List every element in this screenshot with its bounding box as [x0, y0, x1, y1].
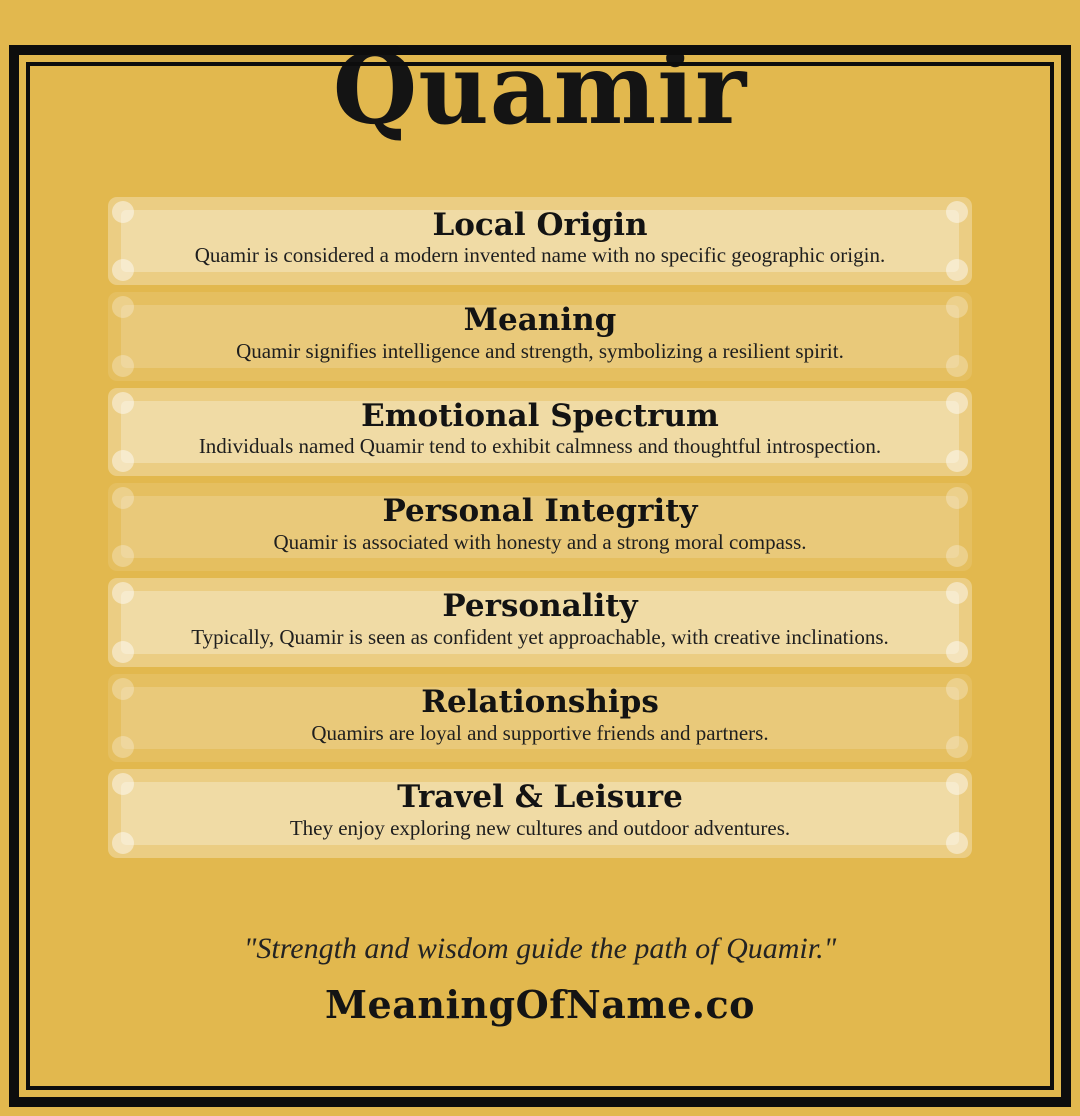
section-body: Quamir signifies intelligence and strength, symbolizing a resilient spirit.: [236, 338, 844, 363]
section-body: Quamirs are loyal and supportive friends and partners.: [311, 720, 769, 745]
tagline-quote: "Strength and wisdom guide the path of Quamir.": [243, 931, 837, 965]
section-emotional-spectrum: [108, 388, 972, 476]
section-body: Individuals named Quamir tend to exhibit calmness and thoughtful introspection.: [198, 434, 882, 459]
section-body: Quamir is associated with honesty and a strong moral compass.: [273, 529, 807, 554]
section-travel-leisure: [108, 769, 972, 857]
section-relationships: [108, 674, 972, 762]
section-heading: Local Origin: [432, 206, 648, 243]
section-meaning: [108, 292, 972, 380]
brand-name: MeaningOfName.co: [324, 981, 756, 1027]
section-heading: Emotional Spectrum: [361, 397, 719, 434]
section-list: [108, 197, 972, 858]
section-personal-integrity: [108, 483, 972, 571]
section-heading: Travel & Leisure: [397, 779, 683, 816]
section-heading: Personality: [442, 588, 638, 625]
section-heading: Personal Integrity: [382, 493, 698, 529]
page-title: Quamir: [332, 32, 748, 146]
section-body: Typically, Quamir is seen as confident yet approachable, with creative inclinations.: [191, 625, 889, 650]
corner-dot-icon: [946, 641, 968, 663]
section-personality: [108, 578, 972, 666]
section-body: Quamir is considered a modern invented name with no specific geographic origin.: [194, 243, 886, 268]
section-heading: Meaning: [463, 302, 617, 339]
section-local-origin: [108, 197, 972, 285]
corner-dot-icon: [112, 641, 134, 663]
section-heading: Relationships: [421, 683, 659, 720]
section-body: They enjoy exploring new cultures and outdoor adventures.: [289, 816, 791, 841]
